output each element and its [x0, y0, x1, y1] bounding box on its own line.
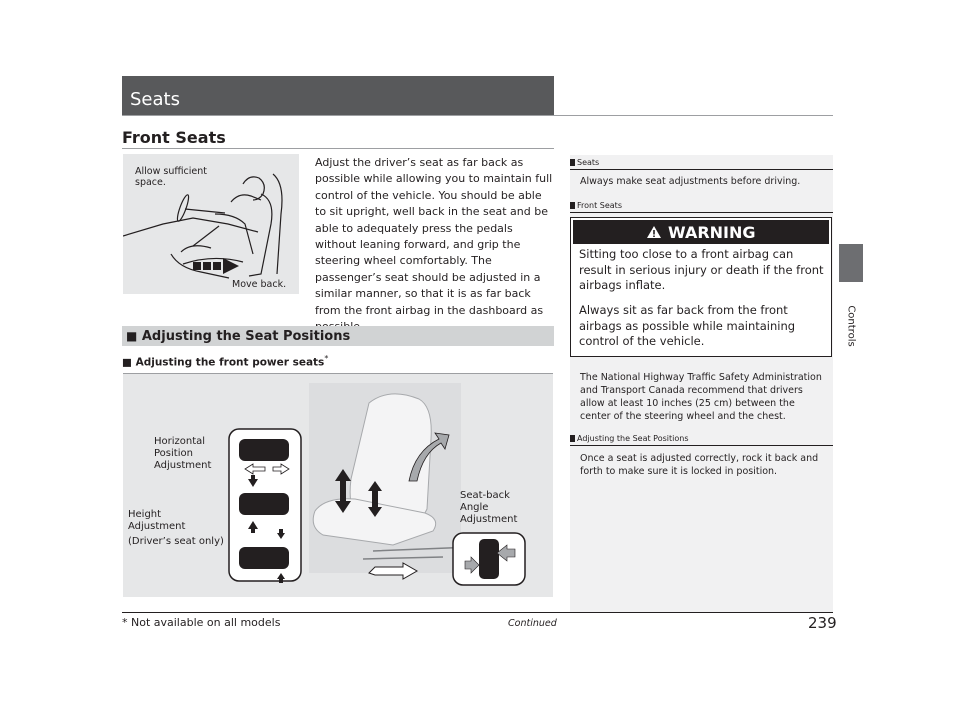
note-divider — [570, 169, 833, 170]
warning-text-sit-back: Always sit as far back from the front airbags as possible while maintaining control of the vehicle. — [579, 303, 796, 348]
power-seat-figure — [123, 373, 553, 597]
note-adjusting-title — [570, 434, 689, 443]
footnote: * Not available on all models — [122, 616, 281, 629]
power-seat-illustration — [123, 373, 553, 597]
horizontal-label-line1: Horizontal — [154, 436, 206, 447]
section-title-banner — [122, 76, 554, 116]
note-adjusting-title-text: Adjusting the Seat Positions — [577, 434, 689, 443]
note-marker-icon — [570, 202, 575, 209]
adjusting-section-heading — [122, 326, 554, 346]
footer-divider — [122, 612, 833, 613]
subheading-square-marker: ■ — [122, 356, 132, 369]
heading-square-marker: ■ — [126, 329, 138, 343]
seatback-label-line2: Angle — [460, 502, 489, 513]
horizontal-adjustment-label — [154, 436, 211, 472]
warning-text-airbag: Sitting too close to a front airbag can result in serious injury or death if the front airbags inflate. — [579, 247, 824, 292]
caption-move-back: Move back. — [232, 279, 287, 290]
warning-triangle-icon — [646, 225, 662, 239]
note-seats-title — [570, 158, 599, 167]
height-label-line2: Adjustment — [128, 521, 186, 532]
warning-label: WARNING — [668, 223, 756, 242]
top-divider — [122, 115, 833, 116]
horizontal-label-line2: Position — [154, 448, 193, 459]
warning-box — [570, 217, 832, 357]
note-divider — [570, 445, 833, 446]
height-label-line1: Height — [128, 509, 162, 520]
note-nhtsa-text: The National Highway Traffic Safety Administration and Transport Canada recommend that drivers allow at least 10 inches (25 cm) between the center of the steering wheel and the chest. — [580, 372, 822, 422]
heading-divider — [122, 148, 554, 149]
seatback-label-line1: Seat-back — [460, 490, 510, 501]
figure-divider — [123, 373, 553, 374]
chapter-tab-marker — [839, 244, 863, 282]
seatback-label-line3: Adjustment — [460, 514, 518, 525]
note-seats-title-text: Seats — [577, 158, 600, 167]
caption-sufficient-space: Allow sufficient space. — [135, 166, 207, 188]
chapter-tab — [839, 296, 863, 356]
warning-header — [573, 220, 829, 244]
section-title: Seats — [130, 89, 180, 110]
front-power-seats-heading-text: Adjusting the front power seats — [135, 356, 325, 369]
note-adjusting-text: Once a seat is adjusted correctly, rock it back and forth to make sure it is locked in position. — [580, 453, 819, 477]
height-label-note: (Driver’s seat only) — [128, 536, 224, 547]
footnote-marker: * — [324, 354, 329, 363]
seatback-adjustment-label — [460, 490, 517, 526]
height-adjustment-label — [128, 509, 224, 548]
continued-label: Continued — [508, 618, 557, 629]
driving-posture-figure — [123, 154, 299, 294]
front-power-seats-heading — [122, 354, 328, 369]
horizontal-label-line3: Adjustment — [154, 460, 212, 471]
note-divider — [570, 212, 833, 213]
note-front-seats-title-text: Front Seats — [577, 201, 622, 210]
note-seats-text: Always make seat adjustments before driving. — [580, 176, 801, 187]
front-seats-body-text: Adjust the driver’s seat as far back as possible while allowing you to maintain full control of the vehicle. You should be able to sit upright, well back in the seat and be able to adequately press the pedals without leaning forward, and grip the steering wheel comfortably. The passenger’s seat should be adjusted in a similar manner, so that it is as far back from the front airbag in the dashboard as — [315, 156, 553, 317]
adjusting-heading-text: Adjusting the Seat Positions — [141, 329, 351, 344]
note-marker-icon — [570, 159, 575, 166]
note-marker-icon — [570, 435, 575, 442]
page-number: 239 — [808, 614, 837, 632]
chapter-tab-label: Controls — [845, 305, 857, 347]
front-seats-heading: Front Seats — [122, 128, 226, 147]
note-front-seats-title — [570, 201, 622, 210]
